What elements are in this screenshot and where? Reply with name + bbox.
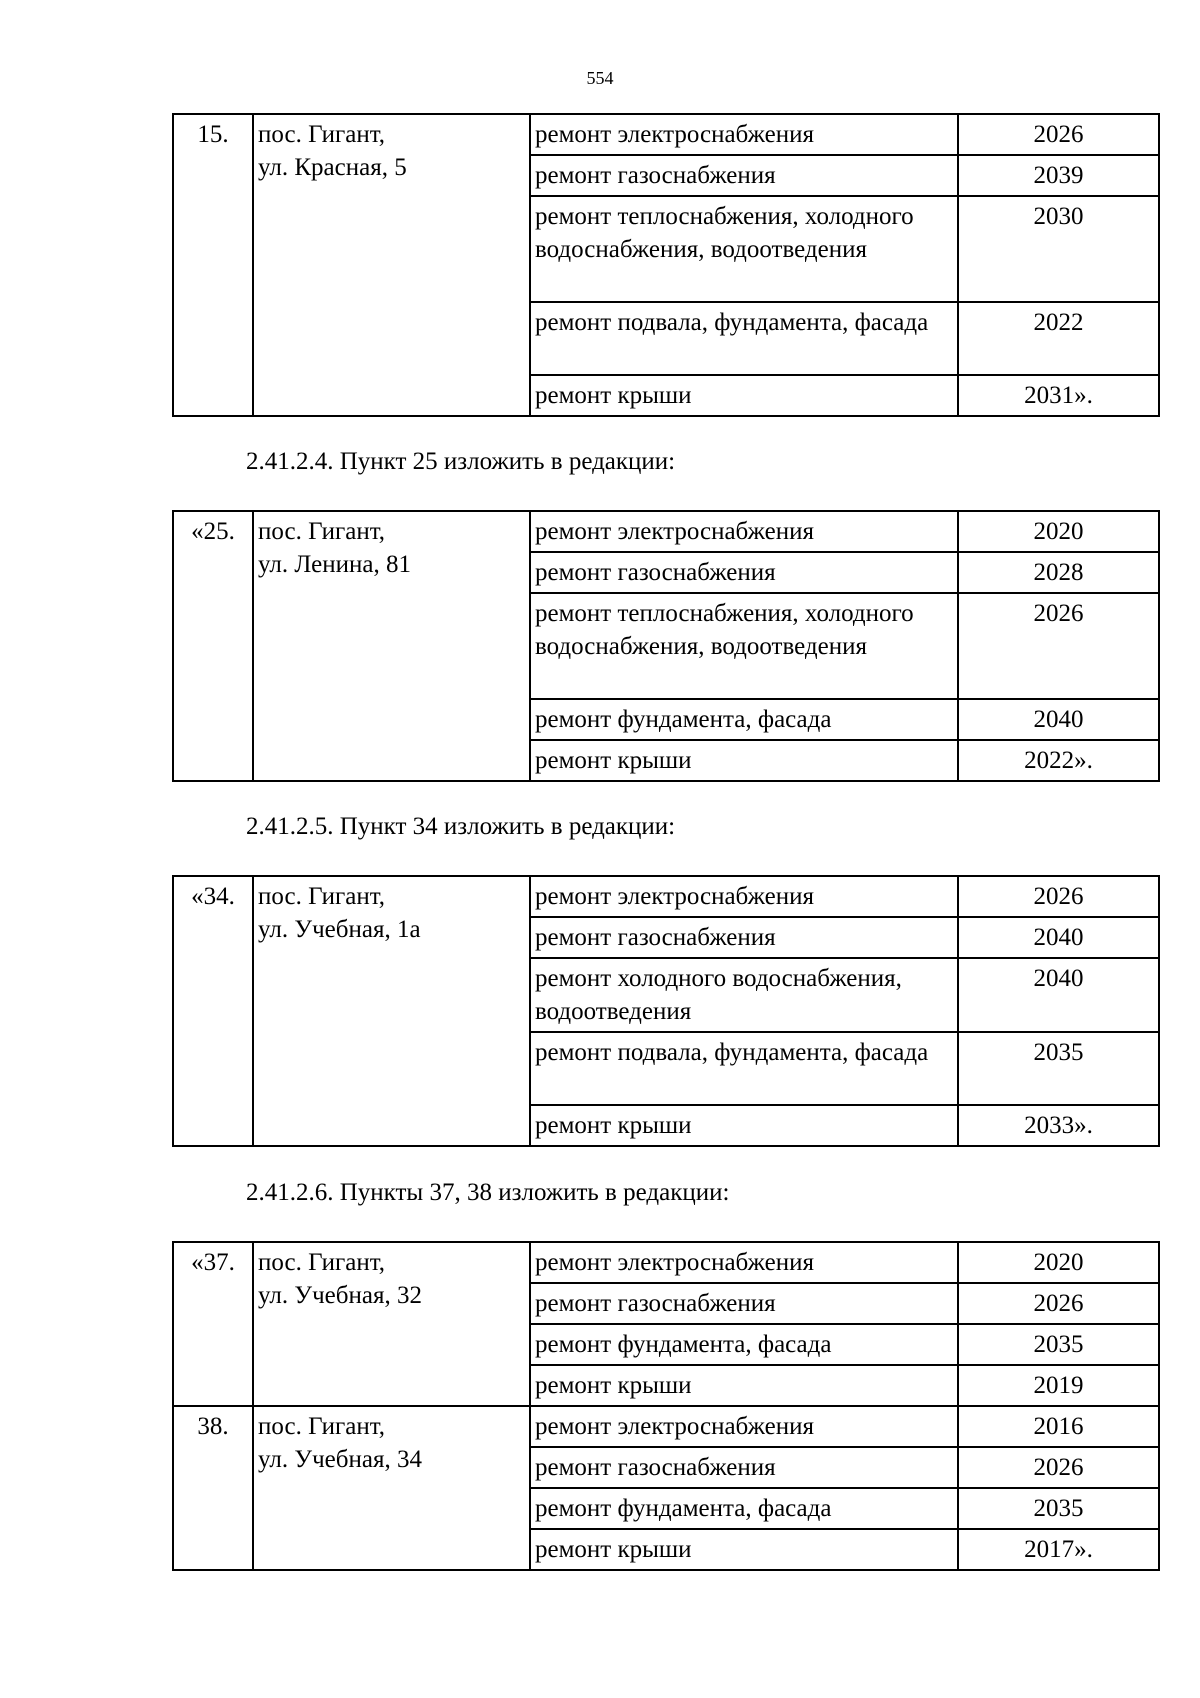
works-table (172, 113, 1160, 417)
work-name: ремонт газоснабжения (530, 1447, 958, 1488)
work-name: ремонт подвала, фундамента, фасада (530, 1032, 958, 1105)
work-year: 2026 (958, 1447, 1159, 1488)
work-year: 2035 (958, 1032, 1159, 1105)
work-name: ремонт электроснабжения (530, 1242, 958, 1283)
address (253, 876, 530, 1146)
work-name: ремонт фундамента, фасада (530, 1324, 958, 1365)
amendment-paragraph: 2.41.2.4. Пункт 25 изложить в редакции: (246, 448, 676, 475)
address (253, 511, 530, 781)
street: ул. Ленина, 81 (258, 551, 411, 578)
settlement: пос. Гигант, (258, 1413, 386, 1440)
work-name: ремонт теплоснабжения, холодного водоснабжения, водоотведения (530, 593, 958, 699)
settlement: пос. Гигант, (258, 121, 386, 148)
work-name: ремонт крыши (530, 740, 958, 781)
work-name: ремонт крыши (530, 1365, 958, 1406)
work-year: 2028 (958, 552, 1159, 593)
work-year: 2019 (958, 1365, 1159, 1406)
work-year: 2017». (958, 1529, 1159, 1570)
work-name: ремонт холодного водоснабжения, водоотведения (530, 958, 958, 1032)
work-name: ремонт крыши (530, 1105, 958, 1146)
work-name: ремонт газоснабжения (530, 552, 958, 593)
item-number: «34. (173, 876, 253, 1146)
work-year: 2035 (958, 1488, 1159, 1529)
works-table (172, 1241, 1160, 1571)
amendment-paragraph: 2.41.2.5. Пункт 34 изложить в редакции: (246, 813, 676, 840)
work-year: 2030 (958, 196, 1159, 302)
work-year: 2033». (958, 1105, 1159, 1146)
street: ул. Красная, 5 (258, 154, 407, 181)
work-name: ремонт крыши (530, 1529, 958, 1570)
work-name: ремонт крыши (530, 375, 958, 416)
street: ул. Учебная, 32 (258, 1282, 422, 1309)
work-year: 2026 (958, 876, 1159, 917)
work-name: ремонт газоснабжения (530, 917, 958, 958)
work-year: 2035 (958, 1324, 1159, 1365)
work-name: ремонт электроснабжения (530, 114, 958, 155)
work-name: ремонт газоснабжения (530, 1283, 958, 1324)
item-number: 38. (173, 1406, 253, 1570)
work-year: 2022 (958, 302, 1159, 375)
work-year: 2020 (958, 1242, 1159, 1283)
work-year: 2016 (958, 1406, 1159, 1447)
works-table (172, 510, 1160, 782)
work-year: 2039 (958, 155, 1159, 196)
work-name: ремонт фундамента, фасада (530, 1488, 958, 1529)
street: ул. Учебная, 1а (258, 916, 421, 943)
address (253, 114, 530, 416)
item-number: «37. (173, 1242, 253, 1406)
work-year: 2040 (958, 958, 1159, 1032)
work-year: 2026 (958, 1283, 1159, 1324)
address (253, 1242, 530, 1406)
work-year: 2026 (958, 593, 1159, 699)
settlement: пос. Гигант, (258, 518, 386, 545)
work-name: ремонт фундамента, фасада (530, 699, 958, 740)
work-name: ремонт газоснабжения (530, 155, 958, 196)
work-year: 2022». (958, 740, 1159, 781)
work-year: 2040 (958, 699, 1159, 740)
street: ул. Учебная, 34 (258, 1446, 422, 1473)
amendment-paragraph: 2.41.2.6. Пункты 37, 38 изложить в редакции: (246, 1179, 730, 1206)
settlement: пос. Гигант, (258, 883, 386, 910)
work-year: 2040 (958, 917, 1159, 958)
work-year: 2020 (958, 511, 1159, 552)
work-year: 2026 (958, 114, 1159, 155)
work-year: 2031». (958, 375, 1159, 416)
works-table (172, 875, 1160, 1147)
work-name: ремонт теплоснабжения, холодного водоснабжения, водоотведения (530, 196, 958, 302)
work-name: ремонт электроснабжения (530, 876, 958, 917)
item-number: «25. (173, 511, 253, 781)
work-name: ремонт подвала, фундамента, фасада (530, 302, 958, 375)
address (253, 1406, 530, 1570)
work-name: ремонт электроснабжения (530, 511, 958, 552)
work-name: ремонт электроснабжения (530, 1406, 958, 1447)
page-number: 554 (586, 68, 614, 88)
settlement: пос. Гигант, (258, 1249, 386, 1276)
item-number: 15. (173, 114, 253, 416)
